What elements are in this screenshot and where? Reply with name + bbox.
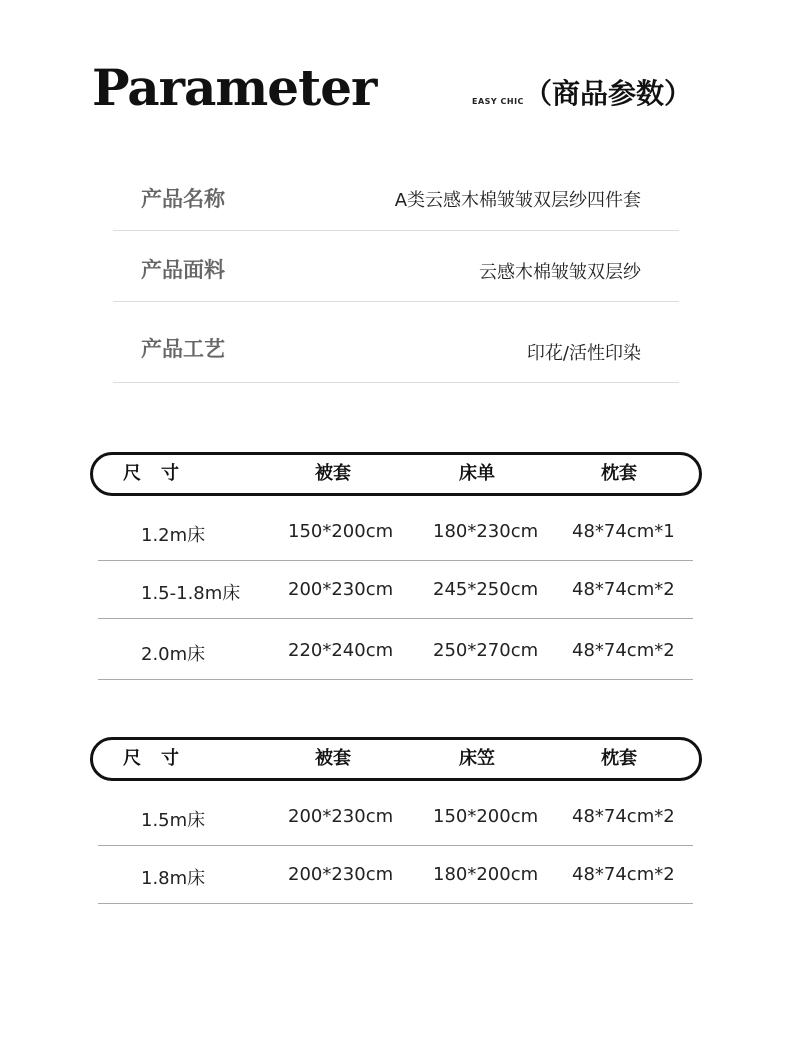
header-cell-pillowcase: 枕套	[601, 463, 637, 484]
info-row-name	[113, 165, 679, 231]
table-row	[98, 619, 693, 680]
table-cell: 1.5-1.8m床	[141, 583, 241, 604]
page-subtitle: （商品参数）	[524, 77, 693, 110]
header-cell-size: 尺寸	[123, 748, 199, 769]
table-cell: 150*200cm	[433, 806, 539, 827]
header-cell-fitted-sheet: 床笠	[459, 748, 495, 769]
info-value: 云感木棉皱皱双层纱	[479, 262, 641, 283]
table-cell: 200*230cm	[288, 806, 394, 827]
table-cell: 245*250cm	[433, 579, 539, 600]
table-cell: 200*230cm	[288, 864, 394, 885]
header-cell-duvet: 被套	[315, 463, 351, 484]
header-cell-size: 尺寸	[123, 463, 199, 484]
table-cell: 200*230cm	[288, 579, 394, 600]
table-cell: 2.0m床	[141, 644, 206, 665]
brand-label: EASY CHIC	[472, 97, 524, 106]
table-cell: 48*74cm*2	[572, 806, 675, 827]
table-cell: 180*200cm	[433, 864, 539, 885]
table-cell: 48*74cm*2	[572, 640, 675, 661]
page-title: Parameter	[92, 58, 377, 117]
info-value: A类云感木棉皱皱双层纱四件套	[394, 190, 641, 211]
table-cell: 48*74cm*1	[572, 521, 675, 542]
info-label: 产品面料	[141, 258, 225, 282]
table-cell: 1.2m床	[141, 525, 206, 546]
table-cell: 1.8m床	[141, 868, 206, 889]
info-label: 产品工艺	[141, 337, 225, 361]
info-value: 印花/活性印染	[526, 343, 641, 364]
header-cell-duvet: 被套	[315, 748, 351, 769]
header-cell-sheet: 床单	[459, 463, 495, 484]
header-cell-pillowcase: 枕套	[601, 748, 637, 769]
table-cell: 220*240cm	[288, 640, 394, 661]
table-cell: 1.5m床	[141, 810, 206, 831]
table-cell: 150*200cm	[288, 521, 394, 542]
size-table-1-header	[90, 452, 702, 496]
size-table-2-header	[90, 737, 702, 781]
table-row	[98, 786, 693, 846]
table-row	[98, 846, 693, 904]
table-cell: 180*230cm	[433, 521, 539, 542]
table-row	[98, 561, 693, 619]
info-label: 产品名称	[141, 187, 225, 211]
table-cell: 250*270cm	[433, 640, 539, 661]
table-row	[98, 501, 693, 561]
info-row-fabric	[113, 231, 679, 302]
info-row-craft	[113, 302, 679, 383]
table-cell: 48*74cm*2	[572, 579, 675, 600]
table-cell: 48*74cm*2	[572, 864, 675, 885]
